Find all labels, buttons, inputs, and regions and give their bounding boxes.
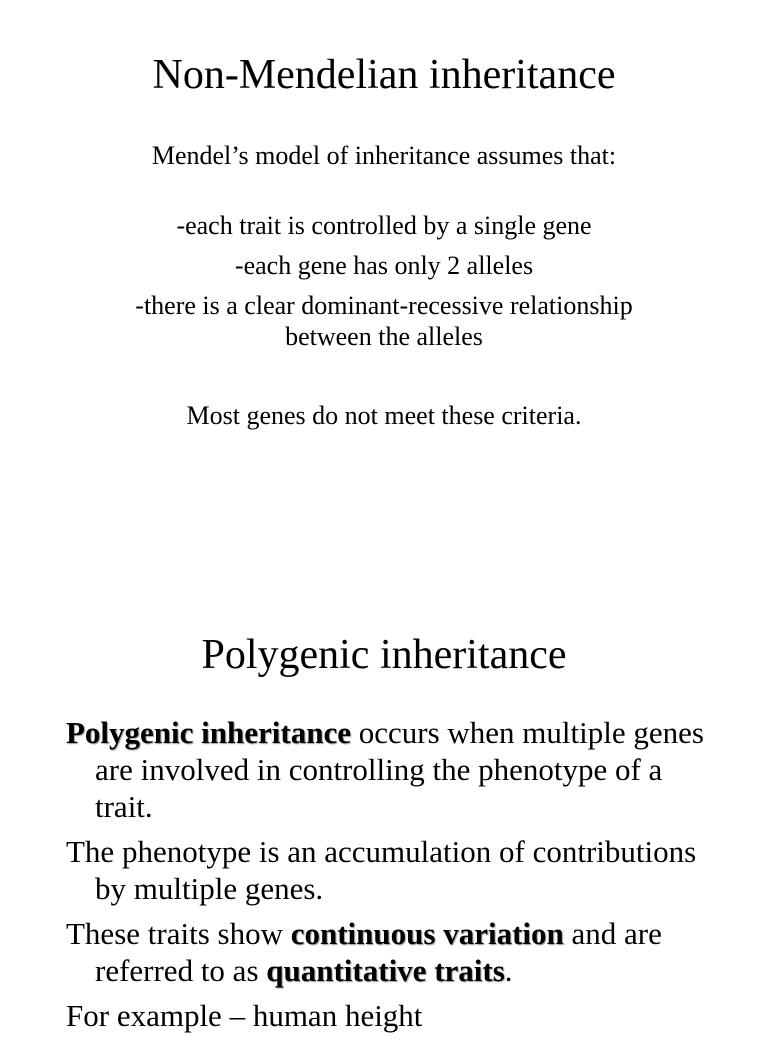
slide-title: Polygenic inheritance xyxy=(201,632,567,678)
conclusion-line: Most genes do not meet these criteria. xyxy=(186,401,582,430)
paragraph-definition xyxy=(66,714,706,825)
key-term: continuous variation xyxy=(290,916,564,951)
paragraph-text: occurs when multiple genes are involved in controlling the phenotype of a trait. xyxy=(95,715,704,824)
slide-title: Non-Mendelian inheritance xyxy=(152,52,616,98)
paragraph-text: . xyxy=(504,953,513,988)
criteria-item xyxy=(124,250,644,281)
paragraph-text: and are referred to as xyxy=(95,916,662,988)
paragraph-phenotype: The phenotype is an accumulation of contributions by multiple genes. xyxy=(66,834,697,906)
key-term: Polygenic inheritance xyxy=(66,715,351,750)
slide-polygenic xyxy=(0,600,768,1033)
intro-text xyxy=(124,140,644,171)
intro-line: Mendel’s model of inheritance assumes that: xyxy=(151,141,617,170)
paragraph-text: These traits show xyxy=(66,916,291,951)
paragraph-variation xyxy=(66,915,706,989)
criteria-text: -there is a clear dominant-recessive relationship between the alleles xyxy=(135,291,633,351)
conclusion-text xyxy=(124,400,644,431)
criteria-text: -each trait is controlled by a single gene xyxy=(176,211,592,240)
criteria-text: -each gene has only 2 alleles xyxy=(234,251,534,280)
key-term: quantitative traits xyxy=(266,953,505,988)
criteria-item xyxy=(124,290,644,352)
criteria-item xyxy=(124,210,644,241)
paragraph-list xyxy=(66,714,706,1042)
paragraph-example: For example – human height xyxy=(66,998,423,1033)
